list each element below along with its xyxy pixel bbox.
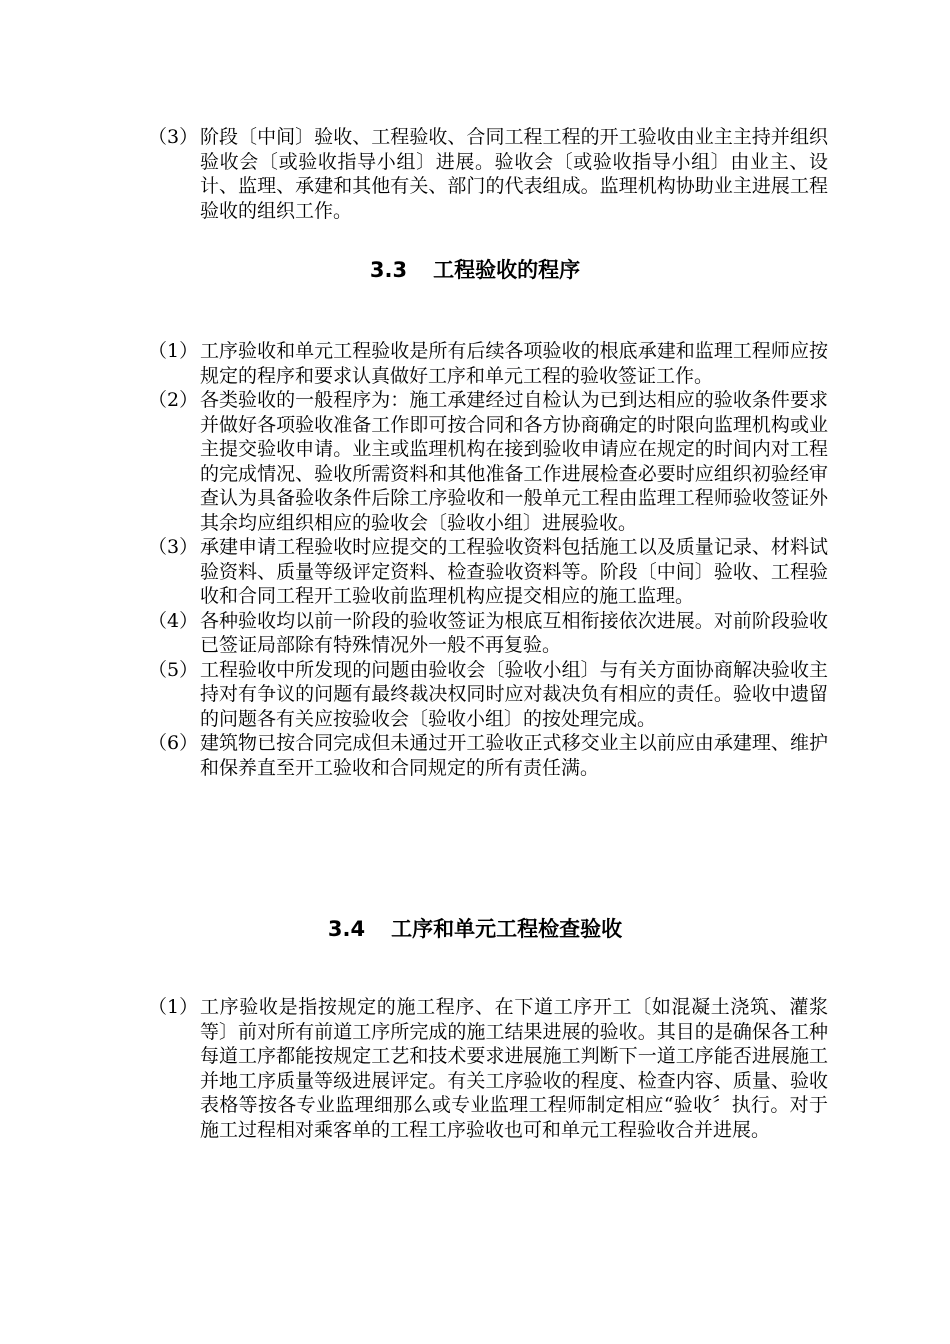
item-number: （1） — [148, 996, 199, 1018]
item-text: 阶段〔中间〕验收、工程验收、合同工程工程的开工验收由业主主持并组织验收会〔或验收指导小组〕进展。验收会〔或验收指导小组〕由业主、设计、监理、承建和其他有关、部门的代表组成。监理机构协助业主进展工程验收的组织工作。 — [200, 126, 828, 222]
item-text: 建筑物已按合同完成但未通过开工验收正式移交业主以前应由承建理、维护和保养直至开工验收和合同规定的所有责任满。 — [200, 732, 828, 779]
item-text: 工序验收和单元工程验收是所有后续各项验收的根底承建和监理工程师应按规定的程序和要求认真做好工序和单元工程的验收签证工作。 — [200, 340, 828, 387]
inspection-list — [148, 995, 828, 1142]
item-number: （5） — [148, 658, 199, 681]
item-text: 承建申请工程验收时应提交的工程验收资料包括施工以及质量记录、材料试验资料、质量等级评定资料、检查验收资料等。阶段〔中间〕验收、工程验收和合同工程开工验收前监理机构应提交相应的施工监理。 — [200, 536, 828, 607]
section-heading-3-4 — [0, 915, 950, 943]
item-text: 各类验收的一般程序为：施工承建经过自检认为已到达相应的验收条件要求并做好各项验收准备工作即可按合同和各方协商确定的时限向监理机构或业主提交验收申请。业主或监理机构在接到验收申请应在规定的时间内对工程的完成情况、验收所需资料和其他准备工作进展检查必要时应组织初验经审查认为具备验收条件后除工序验收和一般单元工程由监理工程师验收签证外其余均应组织相应的验收会〔验收小组〕进展验收。 — [200, 389, 828, 534]
item-text: 工程验收中所发现的问题由验收会〔验收小组〕与有关方面协商解决验收主持对有争议的问题有最终裁决权同时应对裁决负有相应的责任。验收中遗留的问题各有关应按验收会〔验收小组〕的按处理完成。 — [200, 658, 828, 730]
item-number: （2） — [148, 389, 199, 411]
list-item — [148, 388, 828, 535]
section-number: 3.3 — [369, 258, 408, 282]
item-number: （4） — [148, 609, 199, 632]
item-number: （6） — [148, 732, 199, 754]
list-item — [148, 995, 828, 1142]
list-item — [148, 658, 828, 732]
item-text: 工序验收是指按规定的施工程序、在下道工序开工〔如混凝土浇筑、灌浆等〕前对所有前道工序所完成的施工结果进展的验收。其目的是确保各工种每道工序都能按规定工艺和技术要求进展施工判断下一道工序能否进展施工并地工序质量等级进展评定。有关工序验收的程度、检查内容、质量、验收表格等按各专业监理细那么或专业监理工程师制定相应“验收〞执行。对于施工过程相对乘客单的工程工序验收也可和单元工程验收合并进展。 — [200, 996, 828, 1141]
procedure-list — [148, 339, 828, 780]
list-item — [148, 731, 828, 780]
intro-list — [148, 125, 828, 223]
section-number: 3.4 — [327, 917, 366, 941]
list-item — [148, 339, 828, 388]
item-number: （3） — [148, 536, 199, 558]
section-title: 工序和单元工程检查验收 — [391, 917, 623, 941]
item-text: 各种验收均以前一阶段的验收签证为根底互相衔接依次进展。对前阶段验收已签证局部除有特殊情况外一般不再复验。 — [200, 609, 828, 656]
list-item — [148, 609, 828, 658]
item-number: （3） — [148, 126, 199, 148]
list-item — [148, 535, 828, 609]
list-item — [148, 125, 828, 223]
section-heading-3-3 — [0, 256, 950, 284]
item-number: （1） — [148, 340, 199, 362]
section-title: 工程验收的程序 — [433, 258, 581, 282]
